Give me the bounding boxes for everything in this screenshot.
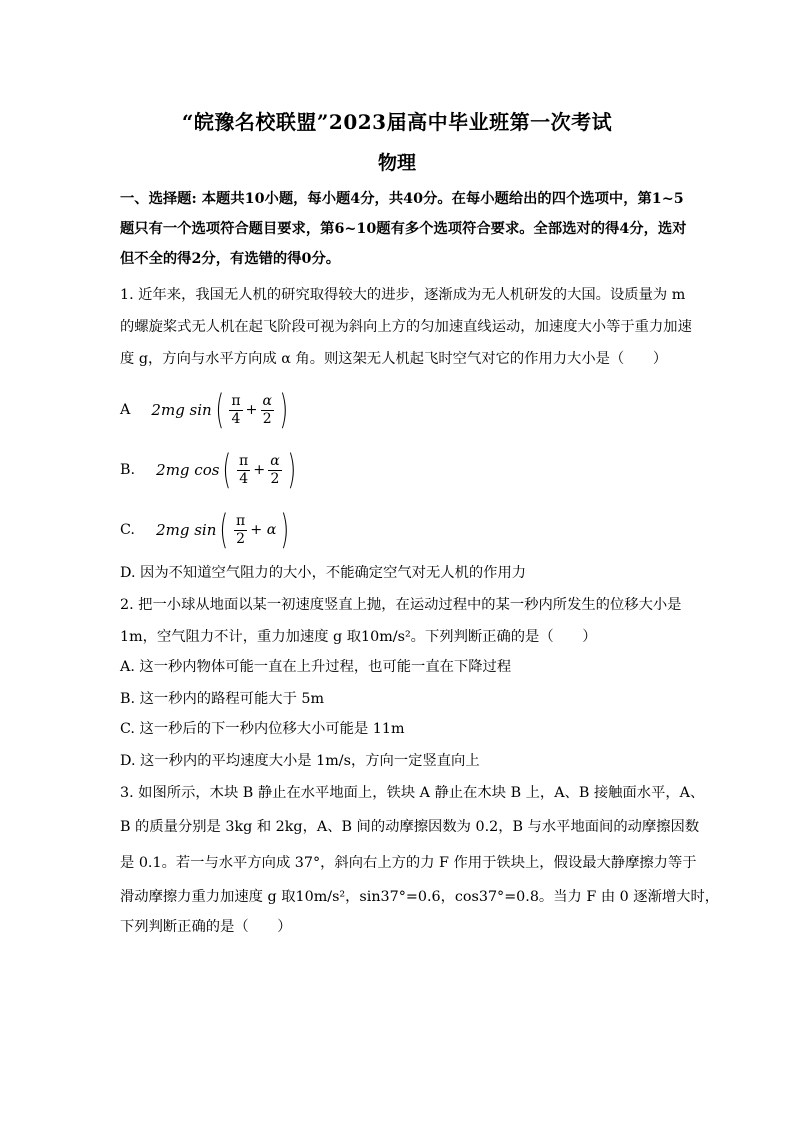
q1-option-a-label: A xyxy=(120,402,131,418)
q1-stem-line-1: 1. 近年来，我国无人机的研究取得较大的进步，逐渐成为无人机研发的大国。设质量为 m xyxy=(120,287,686,303)
section-instructions-line-1: 一、选择题: 本题共10小题，每小题4分，共40分。在每小题给出的四个选项中，第1~5 xyxy=(120,191,684,207)
q1-option-b-label: B. xyxy=(120,462,136,478)
q1-option-d: D. 因为不知道空气阻力的大小，不能确定空气对无人机的作用力 xyxy=(120,565,527,581)
q1-option-a-num1: π xyxy=(231,392,241,409)
q1-option-b-den2: 2 xyxy=(270,470,280,487)
subject-title: 物理 xyxy=(377,152,416,174)
q1-option-b-num1: π xyxy=(239,452,249,469)
q1-option-c-num1: π xyxy=(235,512,246,529)
q1-option-c-coef: 2mg sin xyxy=(156,521,217,539)
q2-stem-line-2: 1m，空气阻力不计，重力加速度 g 取10m/s²。下列判断正确的是（ ） xyxy=(120,629,597,645)
section-instructions-line-3: 但不全的得2分，有选错的得0分。 xyxy=(120,251,341,267)
q1-option-a: A 2mg sin( $\frac{\pi}{4}$ + $\frac{\alpha}{2}$ ) xyxy=(120,387,289,433)
q1-option-b-coef: 2mg cos xyxy=(156,461,220,479)
q1-option-a-den2: 2 xyxy=(262,410,272,427)
q1-option-a-coef: 2mg sin xyxy=(151,401,212,419)
q1-option-c: C. 2mg sin( $\frac{\pi}{2}$ + α ) xyxy=(120,507,290,553)
q1-option-b-num2: α xyxy=(270,452,280,469)
q1-option-c-tail: + α xyxy=(250,522,277,538)
q1-option-b: B. 2mg cos( $\frac{\pi}{4}$ + $\frac{\alpha}{2}$ ) xyxy=(120,447,296,493)
q3-stem-line-3: 是 0.1。若一与水平方向成 37°，斜向右上方的力 F 作用于铁块上，假设最大静摩擦力等于 xyxy=(120,855,697,871)
q3-stem-line-5: 下列判断正确的是（ ） xyxy=(120,919,292,935)
q1-option-c-label: C. xyxy=(120,522,135,538)
q1-stem-line-2: 的螺旋桨式无人机在起飞阶段可视为斜向上方的匀加速直线运动，加速度大小等于重力加速 xyxy=(120,319,692,335)
exam-title: “皖豫名校联盟”2023届高中毕业班第一次考试 xyxy=(181,110,613,134)
q3-stem-line-1: 3. 如图所示，木块 B 静止在水平地面上，铁块 A 静止在木块 B 上，A、B 接触面水平，A、 xyxy=(120,785,705,801)
q1-option-a-den1: 4 xyxy=(231,410,241,427)
q1-option-c-den1: 2 xyxy=(236,530,246,547)
q1-option-b-den1: 4 xyxy=(239,470,249,487)
q3-stem-line-2: B 的质量分别是 3kg 和 2kg，A、B 间的动摩擦因数为 0.2，B 与水平地面间的动摩擦因数 xyxy=(120,819,700,835)
q2-option-b: B. 这一秒内的路程可能大于 5m xyxy=(120,691,325,707)
q2-option-d: D. 这一秒内的平均速度大小是 1m/s，方向一定竖直向上 xyxy=(120,753,480,769)
q2-option-c: C. 这一秒后的下一秒内位移大小可能是 11m xyxy=(120,721,405,737)
q1-option-a-num2: α xyxy=(262,392,272,409)
q1-stem-line-3: 度 g，方向与水平方向成 α 角。则这架无人机起飞时空气对它的作用力大小是（ ） xyxy=(120,351,668,367)
section-instructions-line-2: 题只有一个选项符合题目要求，第6~10题有多个选项符合要求。全部选对的得4分，选对 xyxy=(120,221,687,237)
q2-stem-line-1: 2. 把一小球从地面以某一初速度竖直上抛，在运动过程中的某一秒内所发生的位移大小是 xyxy=(120,597,682,613)
q2-option-a: A. 这一秒内物体可能一直在上升过程，也可能一直在下降过程 xyxy=(120,659,512,675)
q3-stem-line-4: 滑动摩擦力重力加速度 g 取10m/s²，sin37°=0.6，cos37°=0.8。当力 F 由 0 逐渐增大时， xyxy=(120,889,720,905)
